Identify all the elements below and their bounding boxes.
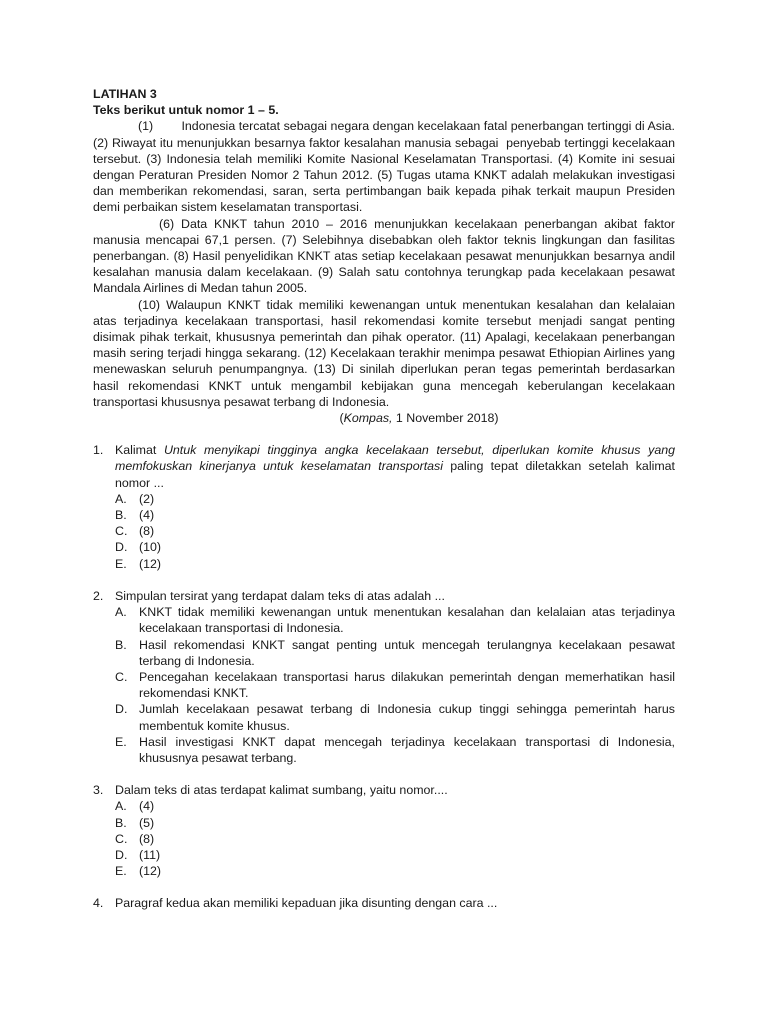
question-number: 3. [93,783,104,798]
option-text: (8) [139,831,155,846]
answer-option[interactable] [115,507,675,523]
answer-option[interactable] [115,669,675,701]
answer-option[interactable] [115,523,675,539]
passage-source [93,410,675,426]
option-text: (4) [139,799,155,814]
answer-options [115,491,675,572]
exercise-subtitle: Teks berikut untuk nomor 1 – 5. [93,103,279,118]
question-number: 2. [93,588,104,603]
option-text: (5) [139,815,155,830]
option-letter: C. [115,524,128,539]
option-letter: B. [115,508,127,523]
question-2 [93,588,675,766]
option-text: KNKT tidak memiliki kewenangan untuk menentukan kesalahan dan kelalaian atas terjadinya kecelakaan transportasi di Indonesia. [139,605,675,636]
option-text: Jumlah kecelakaan pesawat terbang di Indonesia cukup tinggi sehingga pemerintah harus membentuk komite khusus. [139,702,675,733]
option-letter: E. [115,864,127,879]
question-text: Paragraf kedua akan memiliki kepaduan jika disunting dengan cara ... [115,896,498,911]
question-4 [93,895,675,911]
option-letter: A. [115,491,127,506]
option-text: Pencegahan kecelakaan transportasi harus dilakukan pemerintah dengan memerhatikan hasil rekomendasi KNKT. [139,669,675,701]
option-letter: A. [115,605,127,620]
source-publication: Kompas, [343,411,393,426]
question-text: Dalam teks di atas terdapat kalimat sumbang, yaitu nomor.... [115,783,448,798]
question-1 [93,442,675,572]
option-text: Hasil investigasi KNKT dapat mencegah terjadinya kecelakaan transportasi di Indonesia, khususnya pesawat terbang. [139,734,675,765]
option-letter: D. [115,702,128,717]
question-lead: Kalimat [115,443,164,458]
question-number: 4. [93,896,104,911]
question-text: Simpulan tersirat yang terdapat dalam teks di atas adalah ... [115,588,445,603]
answer-option[interactable] [115,847,675,863]
option-text: (4) [139,508,155,523]
answer-option[interactable] [115,863,675,879]
question-tail: paling tepat diletakkan setelah kalimat nomor ... [115,459,675,490]
exercise-title: LATIHAN 3 [93,87,157,101]
answer-option[interactable] [115,539,675,555]
option-letter: D. [115,847,128,862]
option-letter: D. [115,540,128,555]
option-letter: A. [115,799,127,814]
option-text: (12) [139,556,162,571]
question-3 [93,782,675,879]
option-text: (11) [139,847,161,862]
answer-option[interactable] [115,491,675,507]
question-quoted-sentence: Untuk menyikapi tingginya angka kecelakaan tersebut, diperlukan komite khusus yang memfokuskan kinerjanya untuk keselamatan transportasi [115,443,675,474]
option-text: Hasil rekomendasi KNKT sangat penting untuk mencegah terulangnya kecelakaan pesawat terbang di Indonesia. [139,637,675,668]
answer-option[interactable] [115,556,675,572]
answer-options [115,604,675,766]
document-content [93,86,679,912]
option-text: (8) [139,524,155,539]
answer-option[interactable] [115,701,675,733]
answer-options [115,798,675,879]
option-text: (12) [139,864,162,879]
option-letter: C. [115,669,128,684]
option-letter: E. [115,556,127,571]
option-letter: B. [115,815,127,830]
answer-option[interactable] [115,815,675,831]
source-open: ( [339,411,344,426]
source-date: 1 November 2018) [392,411,499,426]
option-text: (2) [139,491,155,506]
passage-paragraph-3: (10) Walaupun KNKT tidak memiliki kewenangan untuk menentukan kesalahan dan kelalaian atas terjadinya kecelakaan transportasi, hasil rekomendasi komite tersebut menjadi sangat penting disimak pihak terkait, khususnya pemerintah dan pihak operator. (11) Apalagi, kecelakaan penerbangan masih sering terjadi hingga sekarang. (12) Kecelakaan terakhir menimpa pesawat Ethiopian Airlines yang menewaskan seluruh penumpangnya. (13) Di sinilah diperlukan peran tegas pemerintah berdasarkan hasil rekomendasi KNKT untuk mengambil kebijakan guna mencegah keberulangan kecelakaan transportasi khususnya pesawat terbang di Indonesia. [93,297,675,409]
passage-paragraph-1: (1) Indonesia tercatat sebagai negara dengan kecelakaan fatal penerbangan tertinggi di Asia. (2) Riwayat itu menunjukkan besarnya faktor kesalahan manusia sebagai penyebab tertinggi kecelakaan tersebut. (3) Indonesia telah memiliki Komite Nasional Keselamatan Transportasi. (4) Komite ini sesuai dengan Peraturan Presiden Nomor 2 Tahun 2012. (5) Tugas utama KNKT adalah melakukan investigasi dan memberikan rekomendasi, saran, serta pertimbangan baik kepada pihak terkait maupun Presiden demi perbaikan sistem keselamatan transportasi. [93,119,679,215]
option-letter: E. [115,734,127,749]
option-letter: C. [115,831,128,846]
answer-option[interactable] [115,831,675,847]
option-text: (10) [139,540,162,555]
question-text [115,442,675,491]
option-letter: B. [115,637,127,652]
answer-option[interactable] [115,604,675,636]
answer-option[interactable] [115,734,675,766]
question-number: 1. [93,443,104,458]
answer-option[interactable] [115,637,675,669]
answer-option[interactable] [115,798,675,814]
passage-paragraph-2: (6) Data KNKT tahun 2010 – 2016 menunjukkan kecelakaan penerbangan akibat faktor manusia mencapai 67,1 persen. (7) Selebihnya disebabkan oleh faktor teknis lingkungan dan fasilitas penerbangan. (8) Hasil penyelidikan KNKT atas setiap kecelakaan pesawat menunjukkan besarnya andil kesalahan manusia dalam kecelakaan. (9) Salah satu contohnya terungkap pada kecelakaan pesawat Mandala Airlines di Medan tahun 2005. [93,216,675,296]
